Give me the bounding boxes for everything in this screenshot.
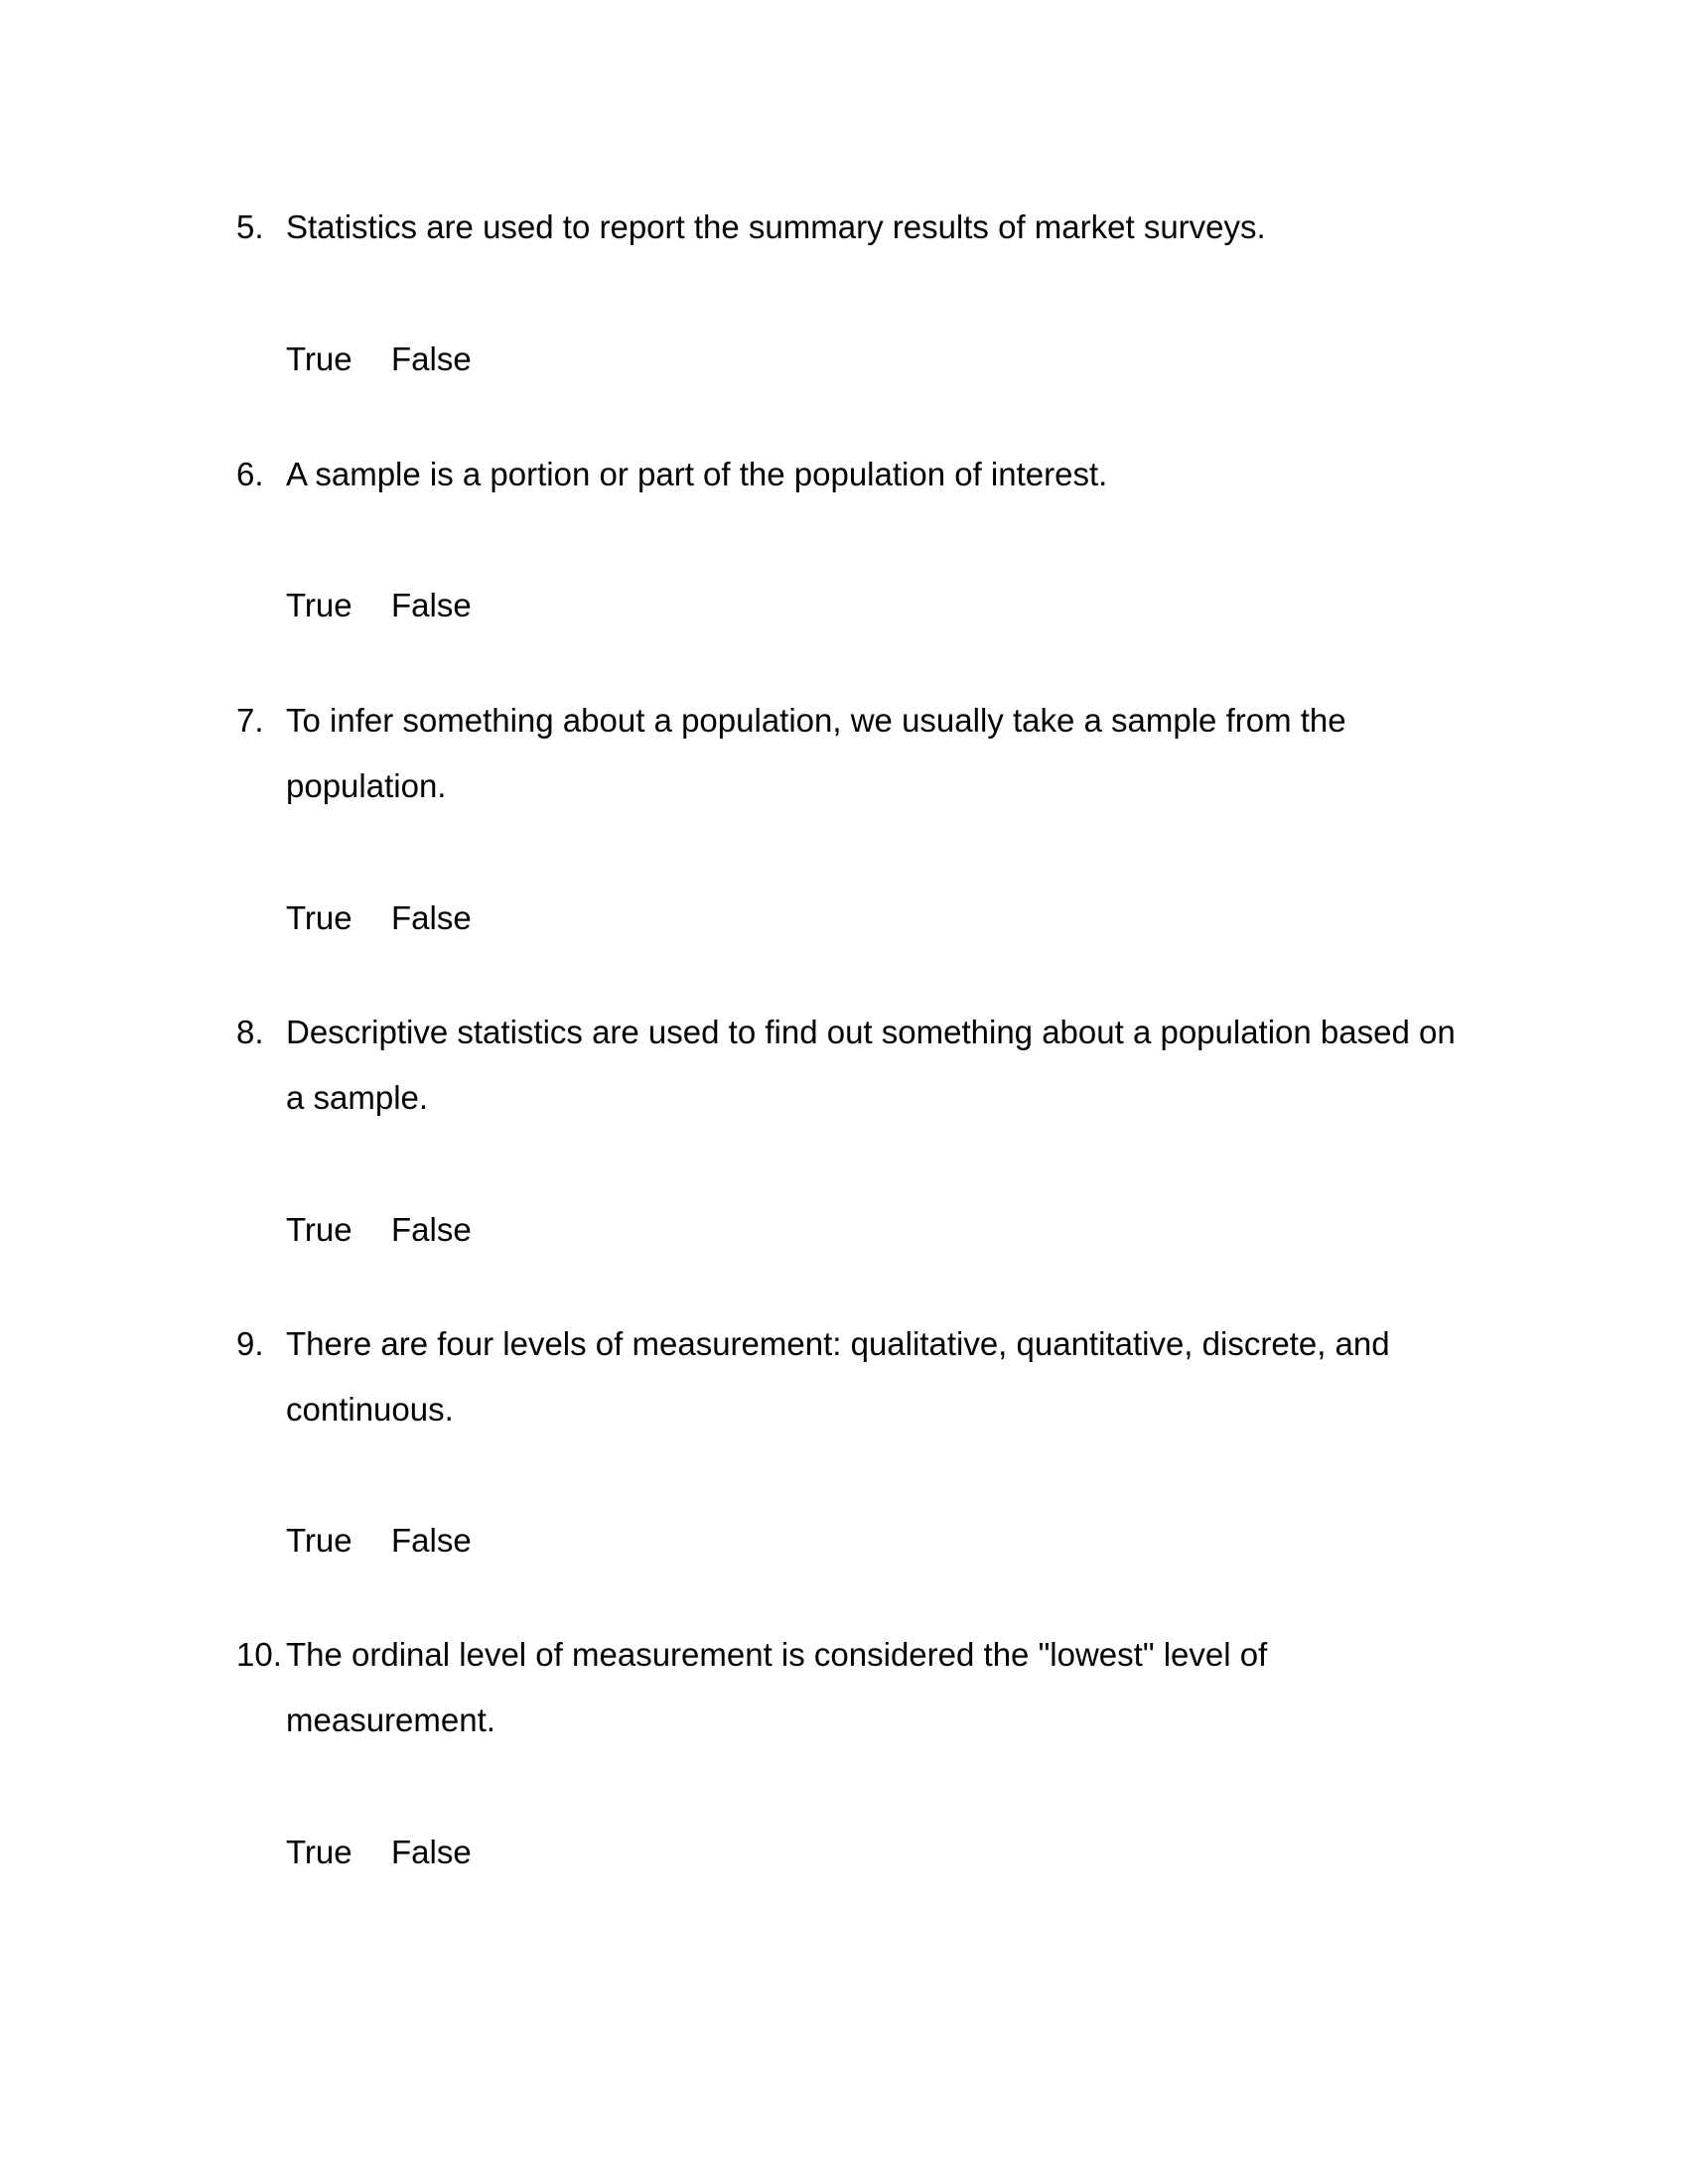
question-6 bbox=[236, 442, 1477, 507]
question-text: Statistics are used to report the summary results of market surveys. bbox=[286, 208, 1266, 245]
question-text: There are four levels of measurement: qualitative, quantitative, discrete, and continuous. bbox=[286, 1325, 1390, 1428]
false-option[interactable]: False bbox=[391, 341, 472, 377]
true-option[interactable]: True bbox=[286, 1834, 352, 1870]
question-5 bbox=[236, 195, 1477, 260]
false-option[interactable]: False bbox=[391, 1211, 472, 1248]
question-8 bbox=[236, 1000, 1477, 1131]
question-number: 9. bbox=[236, 1325, 264, 1362]
question-9 bbox=[236, 1311, 1477, 1442]
true-option[interactable]: True bbox=[286, 1522, 352, 1559]
question-number: 6. bbox=[236, 456, 264, 492]
question-number: 7. bbox=[236, 702, 264, 739]
answer-options-8 bbox=[286, 1210, 472, 1250]
answer-options-5 bbox=[286, 340, 472, 379]
answer-options-9 bbox=[286, 1521, 472, 1561]
question-number: 8. bbox=[236, 1014, 264, 1050]
question-text: Descriptive statistics are used to find out something about a population based on a sample. bbox=[286, 1014, 1456, 1116]
question-text: To infer something about a population, we usually take a sample from the population. bbox=[286, 702, 1346, 804]
question-10 bbox=[236, 1622, 1477, 1753]
true-option[interactable]: True bbox=[286, 899, 352, 936]
question-7 bbox=[236, 688, 1477, 819]
answer-options-6 bbox=[286, 586, 472, 625]
answer-options-10 bbox=[286, 1833, 472, 1872]
question-number: 5. bbox=[236, 208, 264, 245]
true-option[interactable]: True bbox=[286, 341, 352, 377]
false-option[interactable]: False bbox=[391, 1834, 472, 1870]
true-option[interactable]: True bbox=[286, 587, 352, 623]
question-text: A sample is a portion or part of the population of interest. bbox=[286, 456, 1108, 492]
question-number: 10. bbox=[236, 1636, 282, 1673]
true-option[interactable]: True bbox=[286, 1211, 352, 1248]
false-option[interactable]: False bbox=[391, 1522, 472, 1559]
question-text: The ordinal level of measurement is considered the "lowest" level of measurement. bbox=[286, 1636, 1268, 1738]
false-option[interactable]: False bbox=[391, 587, 472, 623]
false-option[interactable]: False bbox=[391, 899, 472, 936]
answer-options-7 bbox=[286, 898, 472, 938]
